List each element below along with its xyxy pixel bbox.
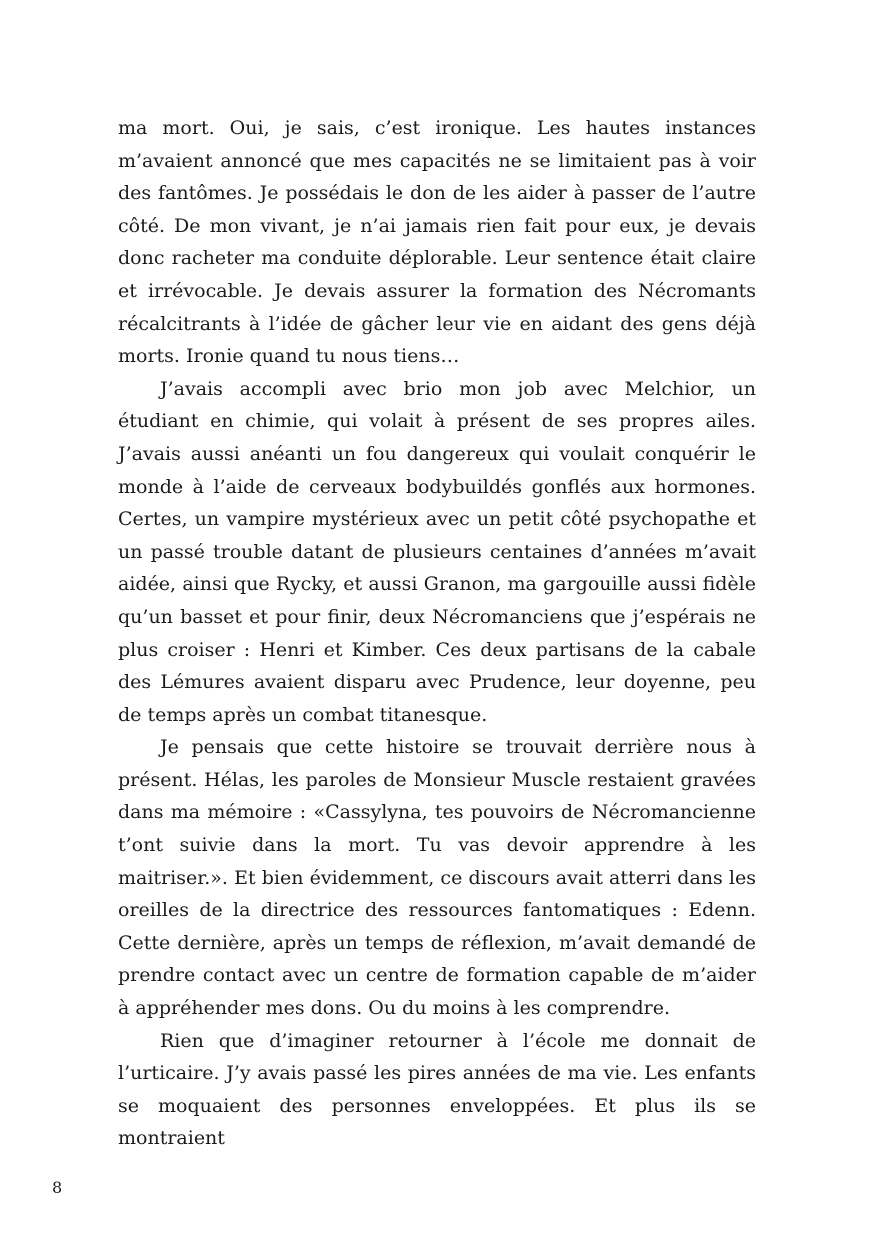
paragraph: Je pensais que cette histoire se trouvait derrière nous à présent. Hélas, les paroles de Monsieur Muscle restaient gravées dans ma mémoire : «Cassylyna, tes pouvoirs de Nécromancienne t’ont suivie dans la mort. Tu vas devoir apprendre à les maitriser.». Et bien évidemment, ce discours avait atterri dans les oreilles de la directrice des ressources fantomatiques : Edenn. Cette dernière, après un temps de réflexion, m’avait demandé de prendre contact avec un centre de formation capable de m’aider à appréhender mes dons. Ou du moins à les comprendre. xyxy=(118,736,756,1020)
paragraph-continuation: ma mort. Oui, je sais, c’est ironique. Les hautes instances m’avaient annoncé que mes capacités ne se limitaient pas à voir des fantômes. Je possédais le don de les aider à passer de l’autre côté. De mon vivant, je n’ai jamais rien fait pour eux, je devais donc racheter ma conduite déplorable. Leur sentence était claire et irrévocable. Je devais assurer la formation des Nécromants récalcitrants à l’idée de gâcher leur vie en aidant des gens déjà morts. Ironie quand tu nous tiens… xyxy=(118,117,756,368)
paragraph: J’avais accompli avec brio mon job avec Melchior, un étudiant en chimie, qui volait à présent de ses propres ailes. J’avais aussi anéanti un fou dangereux qui voulait conquérir le monde à l’aide de cerveaux bodybuildés gonflés aux hormones. Certes, un vampire mystérieux avec un petit côté psychopathe et un passé trouble datant de plusieurs centaines d’années m’avait aidée, ainsi que Rycky, et aussi Granon, ma gargouille aussi fidèle qu’un basset et pour finir, deux Nécromanciens que j’espérais ne plus croiser : Henri et Kimber. Ces deux partisans de la cabale des Lémures avaient disparu avec Prudence, leur doyenne, peu de temps après un combat titanesque. xyxy=(118,377,756,726)
page-number: 8 xyxy=(52,1178,63,1197)
body-text xyxy=(118,112,756,1155)
paragraph: Rien que d’imaginer retourner à l’école me donnait de l’urticaire. J’y avais passé les pires années de ma vie. Les enfants se moquaient des personnes enveloppées. Et plus ils se montraient xyxy=(118,1029,756,1150)
